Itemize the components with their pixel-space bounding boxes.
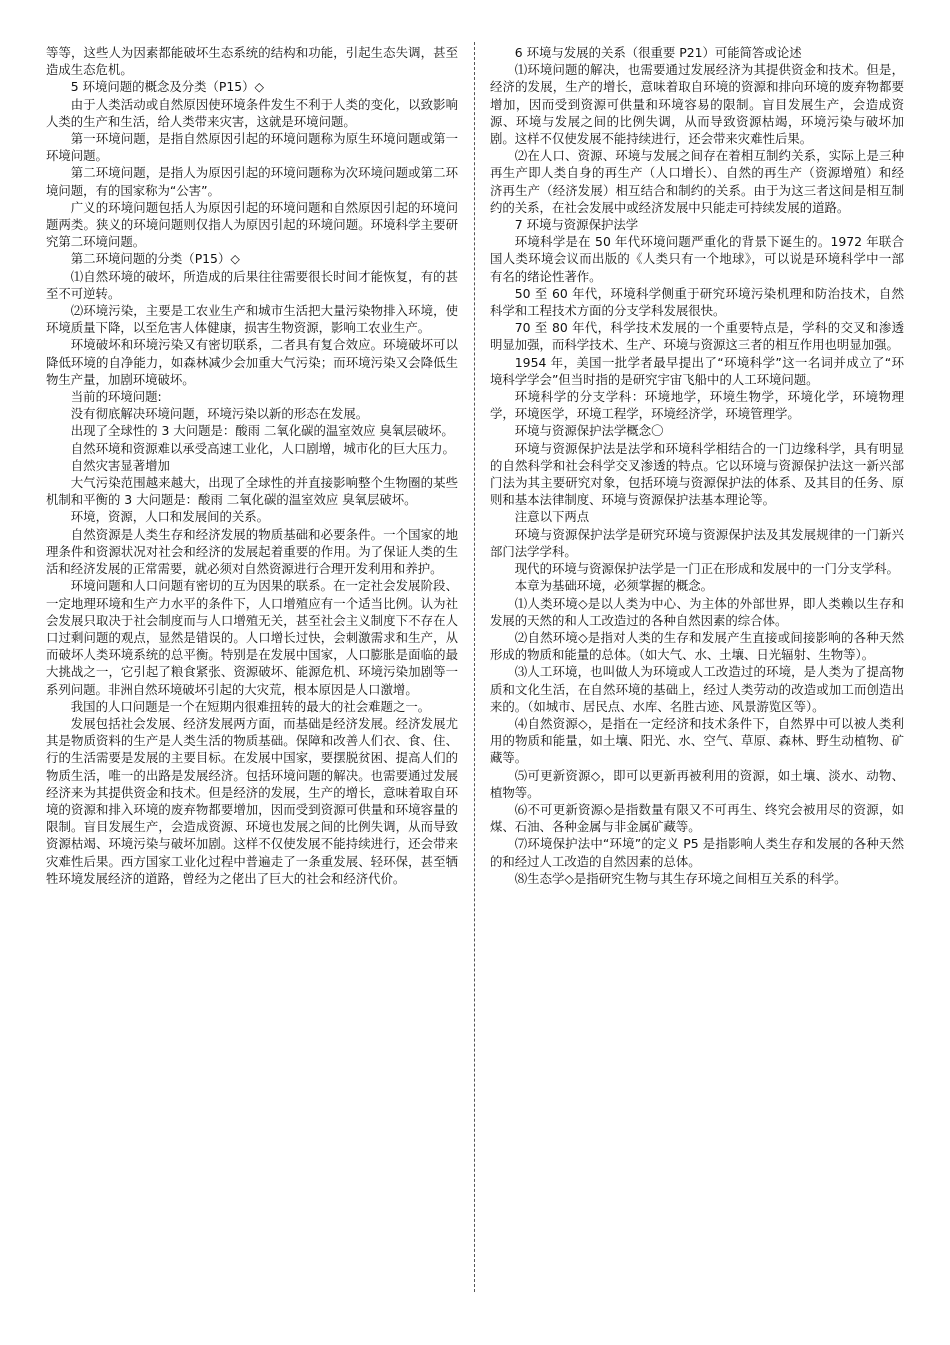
paragraph: 70 至 80 年代，科学技术发展的一个重要特点是，学科的交叉和渗透明显加强，而科学技术、生产、环境与资源这三者的相互作用也明显加强。 [490, 320, 904, 353]
paragraph: 环境破坏和环境污染又有密切联系，二者具有复合效应。环境破坏可以降低环境的自净能力，如森林减少会加重大气污染；而环境污染又会降低生物生产量，加剧环境破坏。 [46, 337, 458, 387]
left-column [46, 44, 458, 887]
paragraph: 当前的环境问题: [70, 389, 162, 405]
paragraph: 环境，资源，人口和发展间的关系。 [70, 509, 270, 525]
paragraph: ⑷自然资源◇，是指在一定经济和技术条件下，自然界中可以被人类利用的物质和能量，如土壤、阳光、水、空气、草原、森林、野生动植物、矿藏等。 [490, 715, 904, 766]
paragraph: ⑵环境污染，主要是工农业生产和城市生活把大量污染物排入环境，使环境质量下降，以至危害人体健康，损害生物资源，影响工农业生产。 [46, 303, 458, 336]
paragraph: 没有彻底解决环境问题，环境污染以新的形态在发展。 [70, 406, 369, 422]
paragraph: 本章为基础环境，必须掌握的概念。 [514, 578, 714, 594]
paragraph: 50 至 60 年代，环境科学侧重于研究环境污染机理和防治技术，自然科学和工程技术方面的分支学科发展很快。 [490, 285, 904, 319]
paragraph: 第二环境问题的分类（P15）◇ [70, 251, 240, 267]
paragraph: 环境与资源保护法是法学和环境科学相结合的一门边缘科学，具有明显的自然科学和社会科学交叉渗透的特点。它以环境与资源保护法这一新兴部门法为其主要研究对象，包括环境与资源保护法的体系、及其目的任务、原则和基本法律制度、环境与资源保护法基本理论等。 [490, 440, 904, 508]
paragraph: 环境科学的分支学科：环境地学，环境生物学，环境化学，环境物理学，环境医学，环境工程学，环境经济学，环境管理学。 [490, 389, 904, 422]
paragraph: ⑵自然环境◇是指对人类的生存和发展产生直接或间接影响的各种天然形成的物质和能量的总体。（如大气、水、土壤、日光辐射、生物等）。 [490, 629, 904, 663]
paragraph: 等等，这些人为因素都能破坏生态系统的结构和功能，引起生态失调，甚至造成生态危机。 [46, 45, 458, 78]
paragraph: ⑴人类环境◇是以人类为中心、为主体的外部世界，即人类赖以生存和发展的天然的和人工改造过的各种自然因素的综合体。 [490, 595, 904, 628]
paragraph: 广义的环境问题包括人为原因引起的环境问题和自然原因引起的环境问题两类。狭义的环境问题则仅指人为原因引起的环境问题。环境科学主要研究第二环境问题。 [46, 199, 458, 250]
paragraph: 出现了全球性的 3 大问题是：酸雨 二氧化碳的温室效应 臭氧层破坏。 [70, 423, 454, 439]
paragraph: 大气污染范围越来越大，出现了全球性的并直接影响整个生物圈的某些机制和平衡的 3 大问题是：酸雨 二氧化碳的温室效应 臭氧层破坏。 [46, 475, 458, 508]
paragraph: 我国的人口问题是一个在短期内很难扭转的最大的社会难题之一。 [70, 698, 431, 714]
paragraph: 环境与资源保护法学是研究环境与资源保护法及其发展规律的一门新兴部门法学学科。 [490, 526, 904, 559]
paragraph: 自然环境和资源难以承受高速工业化，人口剧增，城市化的巨大压力。 [70, 440, 455, 456]
paragraph: 环境问题和人口问题有密切的互为因果的联系。在一定社会发展阶段、一定地理环境和生产力水平的条件下，人口增殖应有一个适当比例。认为社会发展只取决于社会制度而与人口增殖无关，甚至社会主义制度下不存在人口过剩问题的观点，显然是错误的。人口增长过快，会刺激需求和生产，从而破坏人类环境系统的总平衡。特别是在发展中国家，人口膨胀是面临的最大挑战之一，它引起了粮食紧张、资源破坏、能源危机、环境污染加剧等一系列问题。非洲自然环境破坏引起的大灾荒，根本原因是人口激增。 [46, 578, 458, 697]
paragraph: ⑴环境问题的解决，也需要通过发展经济为其提供资金和技术。但是，经济的发展，生产的增长，意味着取自环境的资源和排向环境的废弃物都要增加，因而受到资源可供量和环境容易的限制。盲目发展生产，会造成资源、环境与发展之间的比例失调，从而导致资源枯竭，环境污染与破坏加剧。这样不仅使发展不能持续进行，还会带来灾难性后果。 [490, 62, 904, 147]
paragraph: 自然资源是人类生存和经济发展的物质基础和必要条件。一个国家的地理条件和资源状况对社会和经济的发展起着重要的作用。为了保证人类的生活和经济发展的正常需要，就必须对自然资源进行合理开发利用和养护。 [46, 526, 458, 577]
paragraph: 6 环境与发展的关系（很重要 P21）可能简答或论述 [514, 45, 802, 60]
paragraph: 现代的环境与资源保护法学是一门正在形成和发展中的一门分支学科。 [514, 561, 899, 577]
paragraph: 注意以下两点 [514, 509, 590, 525]
paragraph: 第二环境问题，是指人为原因引起的环境问题称为次环境问题或第二环境问题，有的国家称为“公害”。 [46, 165, 458, 198]
paragraph: ⑴自然环境的破坏，所造成的后果往往需要很长时间才能恢复，有的甚至不可逆转。 [46, 268, 458, 301]
paragraph: 发展包括社会发展、经济发展两方面，而基础是经济发展。经济发展尤其是物质资料的生产是人类生活的物质基础。保障和改善人们衣、食、住、行的生活需要是发展的主要目标。在发展中国家，要摆脱贫困、提高人们的物质生活，唯一的出路是发展经济。包括环境问题的解决。也需要通过发展经济来为其提供资金和技术。但是经济的发展，生产的增长，意味着取自环境的资源和排入环境的废弃物都要增加，因而受到资源可供量和环境容量的限制。盲目发展生产，会造成资源、环境也发展之间的比例失调，从而导致资源枯竭、环境污染与破坏加剧。这样不仅使发展不能持续进行，还会带来灾难性后果。西方国家工业化过程中普遍走了一条重发展、轻环保，甚至牺牲环境发展经济的道路，曾经为之佬出了巨大的社会和经济代价。 [46, 715, 458, 886]
column-divider [474, 42, 475, 1292]
right-column [490, 44, 904, 887]
paragraph: 环境与资源保护法学概念〇 [514, 423, 664, 439]
paragraph: ⑹不可更新资源◇是指数量有限又不可再生、终究会被用尽的资源，如煤、石油、各种金属与非金属矿藏等。 [490, 801, 904, 835]
paragraph: 环境科学是在 50 年代环境问题严重化的背景下诞生的。1972 年联合国人类环境会议而出版的《人类只有一个地球》，可以说是环境科学中一部有名的绪论性著作。 [490, 234, 904, 284]
paragraph: ⑺环境保护法中“环境”的定义 P5 是指影响人类生存和发展的各种天然的和经过人工改造的自然因素的总体。 [490, 836, 904, 869]
paragraph: 5 环境问题的概念及分类（P15）◇ [70, 79, 265, 95]
paragraph: 第一环境问题，是指自然原因引起的环境问题称为原生环境问题或第一环境问题。 [46, 131, 458, 164]
paragraph: ⑵在人口、资源、环境与发展之间存在着相互制约关系，实际上是三种再生产即人类自身的再生产（人口增长）、自然的再生产（资源增殖）和经济再生产（经济发展）相互结合和制约的关系。由于为这三者这间是相互制约的关系，在社会发展中或经济发展中只能走可持续发展的道路。 [490, 148, 904, 215]
paragraph: 自然灾害显著增加 [70, 457, 170, 473]
paragraph: 7 环境与资源保护法学 [514, 217, 639, 233]
paragraph: ⑸可更新资源◇，即可以更新再被利用的资源，如土壤、淡水、动物、植物等。 [490, 767, 904, 800]
paragraph: 1954 年，美国一批学者最早提出了“环境科学”这一名词并成立了“环境科学学会”但当时指的是研究宇宙飞船中的人工环境问题。 [490, 354, 904, 387]
paragraph: 由于人类活动或自然原因使环境条件发生不利于人类的变化，以致影响人类的生产和生活，给人类带来灾害，这就是环境问题。 [46, 96, 458, 129]
paragraph: ⑻生态学◇是指研究生物与其生存环境之间相互关系的科学。 [514, 870, 847, 886]
paragraph: ⑶人工环境，也叫做人为环境或人工改造过的环境，是人类为了提高物质和文化生活，在自然环境的基础上，经过人类劳动的改造或加工而创造出来的。（如城市、居民点、水库、名胜古迹、风景游览区等）。 [490, 664, 904, 714]
